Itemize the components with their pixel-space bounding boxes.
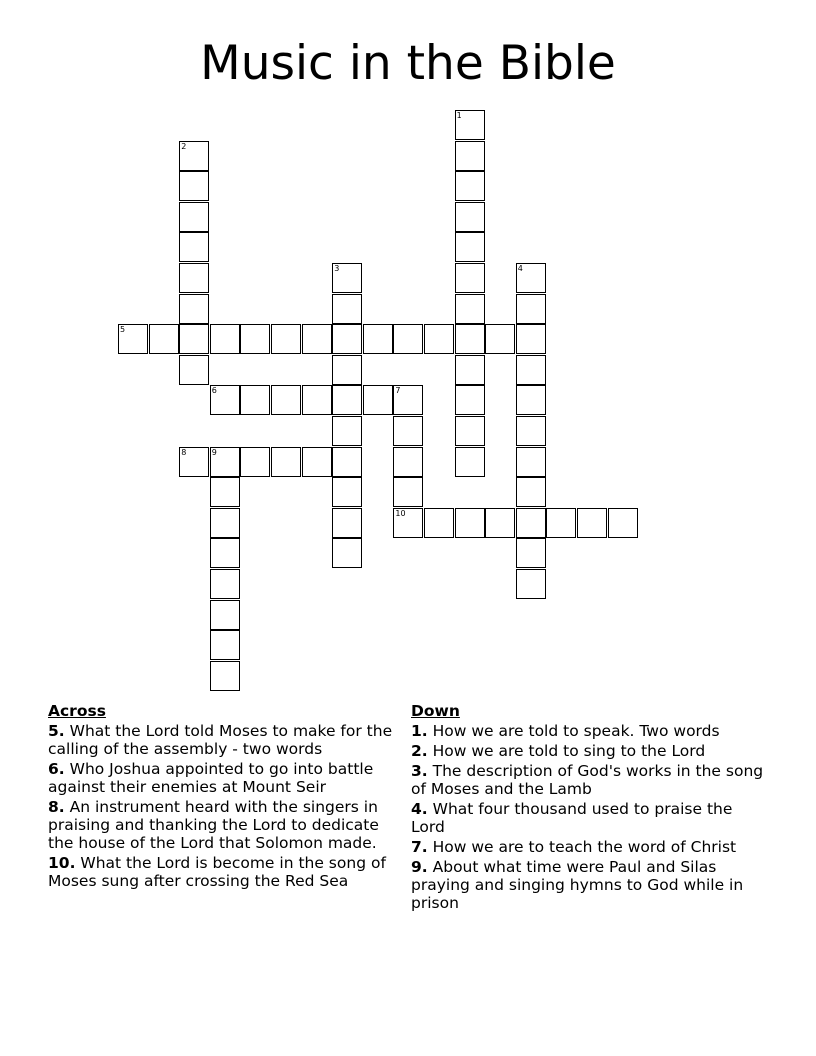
clue-number-label: 6: [211, 386, 217, 396]
clue-number: 1.: [411, 722, 428, 740]
clue-number: 2.: [411, 742, 428, 760]
crossword-cell[interactable]: [455, 416, 485, 446]
crossword-cell[interactable]: [455, 232, 485, 262]
crossword-cell[interactable]: [332, 538, 362, 568]
clue-number-label: 3: [334, 264, 340, 273]
crossword-cell[interactable]: [240, 447, 270, 477]
crossword-cell[interactable]: [179, 202, 209, 232]
crossword-cell[interactable]: [210, 447, 240, 477]
clue-number: 5.: [48, 722, 65, 740]
crossword-cell[interactable]: [118, 324, 148, 354]
page-title: Music in the Bible: [200, 36, 616, 91]
crossword-cell[interactable]: [332, 477, 362, 507]
crossword-cell[interactable]: [393, 324, 423, 354]
crossword-cell[interactable]: [455, 324, 485, 354]
crossword-cell[interactable]: [516, 324, 546, 354]
crossword-cell[interactable]: [179, 232, 209, 262]
crossword-cell[interactable]: [516, 385, 546, 415]
crossword-cell[interactable]: [363, 324, 393, 354]
across-clue: [48, 722, 408, 758]
across-clue: [48, 760, 408, 796]
down-clues: [411, 702, 771, 914]
crossword-cell[interactable]: [455, 202, 485, 232]
crossword-cell[interactable]: [455, 110, 485, 140]
crossword-cell[interactable]: [210, 600, 240, 630]
crossword-cell[interactable]: [210, 630, 240, 660]
crossword-cell[interactable]: [332, 294, 362, 324]
crossword-cell[interactable]: [332, 416, 362, 446]
crossword-cell[interactable]: [455, 263, 485, 293]
down-clue: [411, 800, 771, 836]
clue-number-label: 4: [517, 264, 523, 273]
crossword-cell[interactable]: [455, 171, 485, 201]
crossword-cell[interactable]: [179, 355, 209, 385]
crossword-cell[interactable]: [210, 385, 240, 415]
across-clue-list: [48, 722, 408, 890]
down-clue: [411, 722, 771, 740]
clue-number: 7.: [411, 838, 428, 856]
crossword-cell[interactable]: [516, 355, 546, 385]
down-clue-list: [411, 722, 771, 912]
clue-number: 4.: [411, 800, 428, 818]
crossword-cell[interactable]: [240, 385, 270, 415]
crossword-cell[interactable]: [302, 385, 332, 415]
clue-text: What the Lord is become in the song of Moses sung after crossing the Red Sea: [48, 854, 386, 890]
clue-text: An instrument heard with the singers in praising and thanking the Lord to dedicate the house of the Lord that Solomon made.: [48, 798, 379, 852]
crossword-cell[interactable]: [393, 508, 423, 538]
clue-text: How we are to teach the word of Christ: [432, 838, 737, 856]
crossword-cell[interactable]: [179, 294, 209, 324]
clue-text: What the Lord told Moses to make for the calling of the assembly - two words: [48, 722, 393, 758]
crossword-cell[interactable]: [516, 569, 546, 599]
clue-number-label: 1: [456, 111, 462, 120]
clue-number: 10.: [48, 854, 76, 872]
crossword-cell[interactable]: [363, 385, 393, 415]
across-clue: [48, 854, 408, 890]
crossword-cell[interactable]: [179, 263, 209, 293]
crossword-cell[interactable]: [608, 508, 638, 538]
crossword-cell[interactable]: [455, 141, 485, 171]
down-clue: [411, 742, 771, 760]
clue-number: 6.: [48, 760, 65, 778]
crossword-cell[interactable]: [516, 416, 546, 446]
crossword-cell[interactable]: [393, 385, 423, 415]
crossword-cell[interactable]: [332, 355, 362, 385]
crossword-cell[interactable]: [210, 324, 240, 354]
clue-number-label: 9: [211, 447, 217, 457]
across-clue: [48, 798, 408, 852]
crossword-cell[interactable]: [393, 416, 423, 446]
crossword-cell[interactable]: [179, 171, 209, 201]
crossword-cell[interactable]: [210, 661, 240, 691]
crossword-cell[interactable]: [332, 324, 362, 354]
crossword-cell[interactable]: [455, 294, 485, 324]
crossword-cell[interactable]: [332, 263, 362, 293]
crossword-cell[interactable]: [455, 508, 485, 538]
clue-number: 8.: [48, 798, 65, 816]
clue-number-label: 8: [181, 447, 187, 457]
crossword-cell[interactable]: [332, 385, 362, 415]
crossword-cell[interactable]: [485, 508, 515, 538]
crossword-cell[interactable]: [332, 508, 362, 538]
crossword-cell[interactable]: [546, 508, 576, 538]
clue-number-label: 2: [181, 141, 187, 151]
crossword-cell[interactable]: [210, 538, 240, 568]
crossword-cell[interactable]: [393, 477, 423, 507]
clue-number-label: 10: [395, 508, 406, 518]
crossword-cell[interactable]: [179, 324, 209, 354]
crossword-cell[interactable]: [271, 447, 301, 477]
down-clue: [411, 858, 771, 912]
clue-number: 3.: [411, 762, 428, 780]
crossword-cell[interactable]: [516, 263, 546, 293]
crossword-cell[interactable]: [516, 294, 546, 324]
crossword-cell[interactable]: [179, 447, 209, 477]
clue-text: How we are told to speak. Two words: [432, 722, 720, 740]
across-heading: Across: [48, 702, 106, 720]
clue-text: The description of God's works in the song of Moses and the Lamb: [411, 762, 764, 798]
down-heading: Down: [411, 702, 460, 720]
crossword-cell[interactable]: [210, 569, 240, 599]
crossword-cell[interactable]: [271, 324, 301, 354]
clue-text: How we are told to sing to the Lord: [432, 742, 706, 760]
crossword-cell[interactable]: [516, 447, 546, 477]
clue-number-label: 5: [120, 325, 126, 335]
crossword-cell[interactable]: [240, 324, 270, 354]
crossword-cell[interactable]: [332, 447, 362, 477]
crossword-cell[interactable]: [302, 447, 332, 477]
clue-text: About what time were Paul and Silas praying and singing hymns to God while in prison: [411, 858, 744, 912]
clue-number-label: 7: [395, 386, 401, 396]
clue-text: What four thousand used to praise the Lord: [411, 800, 733, 836]
crossword-cell[interactable]: [393, 447, 423, 477]
crossword-cell[interactable]: [302, 324, 332, 354]
crossword-cell[interactable]: [516, 538, 546, 568]
across-clues: [48, 702, 408, 892]
crossword-cell[interactable]: [271, 385, 301, 415]
clue-text: Who Joshua appointed to go into battle against their enemies at Mount Seir: [48, 760, 374, 796]
crossword-cell[interactable]: [516, 508, 546, 538]
crossword-cell[interactable]: [577, 508, 607, 538]
crossword-cell[interactable]: [210, 477, 240, 507]
down-clue: [411, 838, 771, 856]
crossword-cell[interactable]: [179, 141, 209, 171]
crossword-cell[interactable]: [485, 324, 515, 354]
crossword-cell[interactable]: [455, 385, 485, 415]
crossword-cell[interactable]: [149, 324, 179, 354]
crossword-cell[interactable]: [210, 508, 240, 538]
crossword-cell[interactable]: [424, 508, 454, 538]
crossword-cell[interactable]: [455, 355, 485, 385]
clue-number: 9.: [411, 858, 428, 876]
crossword-cell[interactable]: [516, 477, 546, 507]
down-clue: [411, 762, 771, 798]
crossword-cell[interactable]: [424, 324, 454, 354]
crossword-cell[interactable]: [455, 447, 485, 477]
